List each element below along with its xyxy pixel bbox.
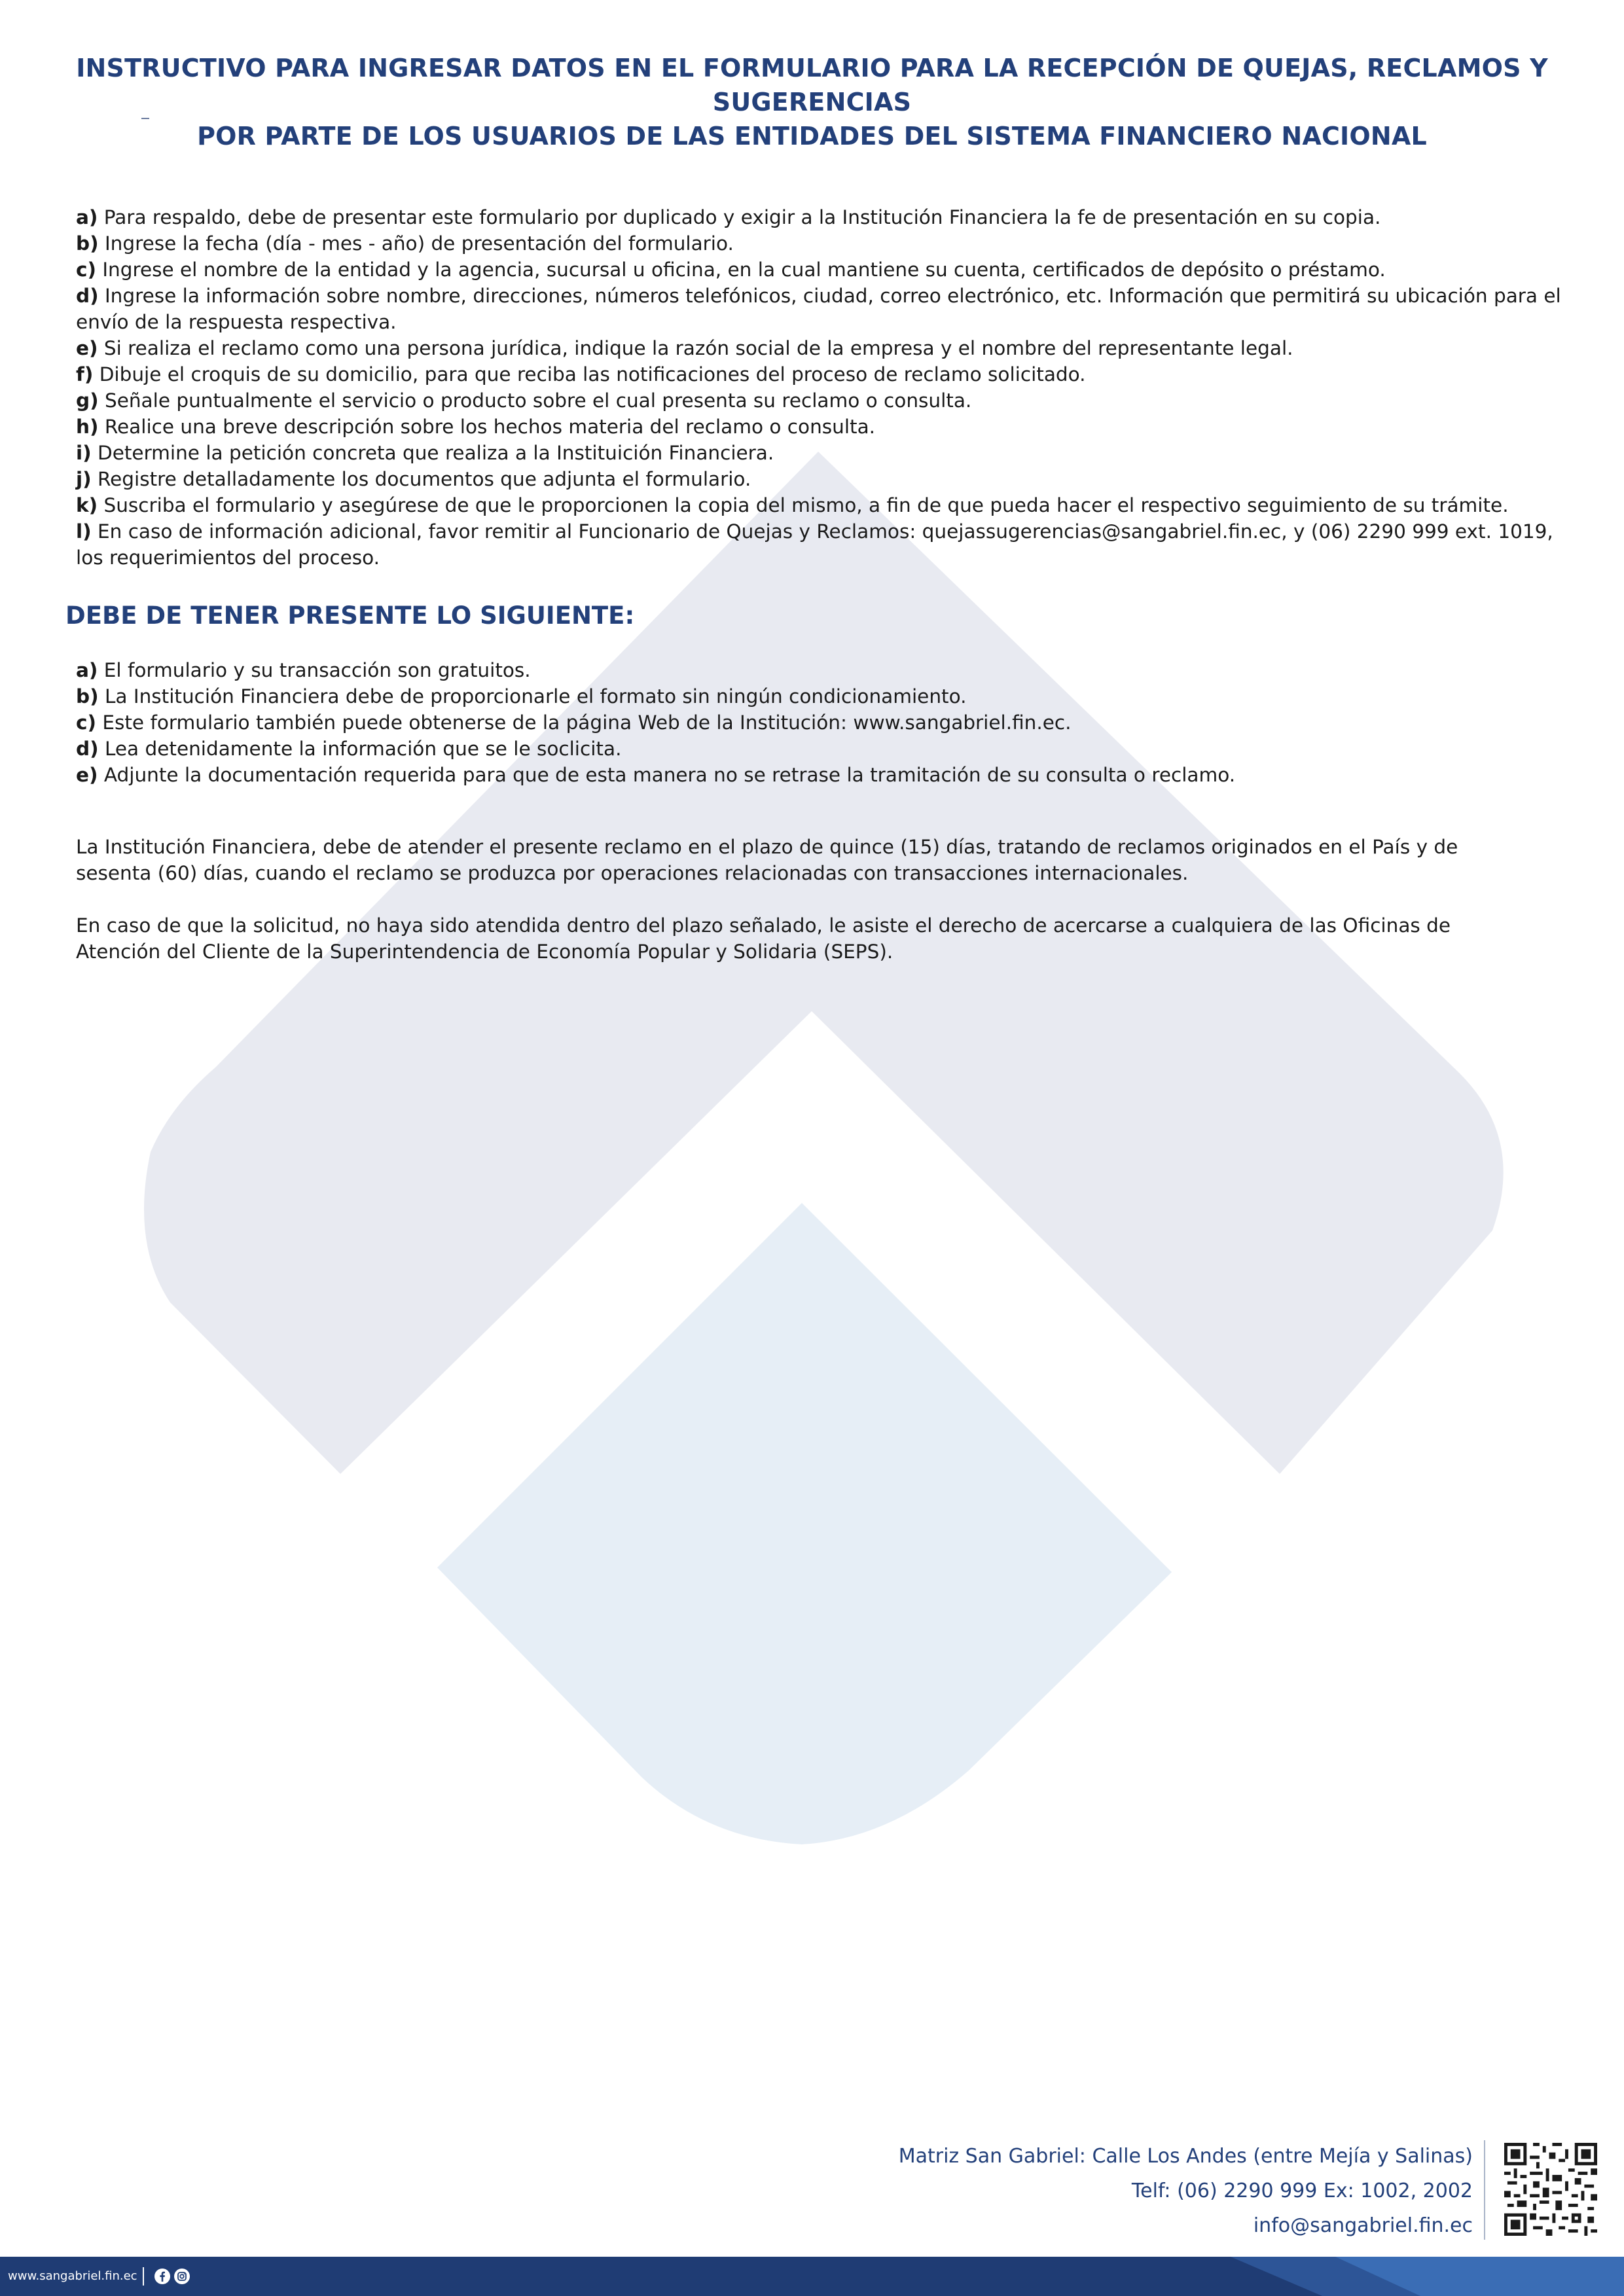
item-text: Señale puntualmente el servicio o producto sobre el cual presenta su reclamo o consulta. xyxy=(98,389,972,412)
footer-website-link[interactable]: www.sangabriel.fin.ec xyxy=(8,2269,137,2283)
notes-list xyxy=(76,657,1581,788)
contact-address: Matriz San Gabriel: Calle Los Andes (entre Mejía y Salinas) xyxy=(898,2145,1473,2168)
social-icons xyxy=(154,2268,190,2287)
instruction-item xyxy=(76,492,1581,518)
item-letter: b) xyxy=(76,685,99,708)
seps-paragraph: En caso de que la solicitud, no haya sido atendida dentro del plazo señalado, le asiste el derecho de acercarse a cualquiera de las Oficinas de Atención del Cliente de la Superintendencia de Economía Popular y Solidaria (SEPS). xyxy=(76,914,1451,963)
instagram-icon[interactable] xyxy=(173,2268,190,2285)
instruction-item xyxy=(76,414,1581,440)
item-text: Adjunte la documentación requerida para que de esta manera no se retrase la tramitación de su consulta o reclamo. xyxy=(98,764,1236,786)
note-item xyxy=(76,736,1581,762)
footer-bar xyxy=(0,2257,1624,2296)
instruction-item xyxy=(76,518,1581,571)
note-item xyxy=(76,762,1581,788)
item-text: Suscriba el formulario y asegúrese de que le proporcionen la copia del mismo, a fin de que pueda hacer el respectivo seguimiento de su trámite. xyxy=(98,494,1509,516)
item-letter: k) xyxy=(76,494,98,516)
instructions-list xyxy=(76,204,1581,571)
item-letter: d) xyxy=(76,738,99,760)
item-letter: h) xyxy=(76,416,99,438)
item-letter: a) xyxy=(76,206,98,228)
notes-heading: DEBE DE TENER PRESENTE LO SIGUIENTE: xyxy=(65,601,635,630)
item-letter: g) xyxy=(76,389,99,412)
instruction-item xyxy=(76,204,1581,230)
item-letter: e) xyxy=(76,337,98,359)
decorative-dash xyxy=(141,118,149,119)
title-line-1: INSTRUCTIVO PARA INGRESAR DATOS EN EL FORMULARIO PARA LA RECEPCIÓN DE QUEJAS, RECLAMOS Y SUGERENCIAS xyxy=(76,54,1548,117)
item-letter: d) xyxy=(76,285,99,307)
instruction-item xyxy=(76,440,1581,466)
item-text: Lea detenidamente la información que se le soclicita. xyxy=(98,738,622,760)
note-item xyxy=(76,657,1581,683)
item-text: Para respaldo, debe de presentar este formulario por duplicado y exigir a la Institución Financiera la fe de presentación en su copia. xyxy=(98,206,1381,228)
instruction-item xyxy=(76,387,1581,414)
item-letter: l) xyxy=(76,520,92,543)
item-text: Dibuje el croquis de su domicilio, para que reciba las notificaciones del proceso de reclamo solicitado. xyxy=(93,363,1086,386)
item-text: Ingrese la fecha (día - mes - año) de presentación del formulario. xyxy=(98,232,734,255)
item-text: Este formulario también puede obtenerse de la página Web de la Institución: www.sangabriel.fin.ec. xyxy=(96,711,1072,734)
instruction-item xyxy=(76,257,1581,283)
item-letter: c) xyxy=(76,259,96,281)
item-text: Determine la petición concreta que realiza a la Instituición Financiera. xyxy=(91,442,774,464)
note-item xyxy=(76,709,1581,736)
item-letter: a) xyxy=(76,659,98,681)
instruction-item xyxy=(76,230,1581,257)
title-line-2: POR PARTE DE LOS USUARIOS DE LAS ENTIDADES DEL SISTEMA FINANCIERO NACIONAL xyxy=(197,122,1427,151)
item-text: Ingrese el nombre de la entidad y la agencia, sucursal u oficina, en la cual mantiene su cuenta, certificados de depósito o préstamo. xyxy=(96,259,1386,281)
item-text: Realice una breve descripción sobre los hechos materia del reclamo o consulta. xyxy=(98,416,876,438)
item-letter: f) xyxy=(76,363,94,386)
item-text: La Institución Financiera debe de proporcionarle el formato sin ningún condicionamiento. xyxy=(98,685,967,708)
page-title xyxy=(39,51,1585,153)
item-text: Registre detalladamente los documentos que adjunta el formulario. xyxy=(91,468,751,490)
item-text: El formulario y su transacción son gratuitos. xyxy=(98,659,531,681)
contact-email[interactable]: info@sangabriel.fin.ec xyxy=(1253,2214,1473,2237)
note-item xyxy=(76,683,1581,709)
contact-divider xyxy=(1484,2140,1485,2240)
instruction-item xyxy=(76,335,1581,361)
watermark-diamond xyxy=(437,1203,1172,1844)
contact-block xyxy=(899,2139,1473,2243)
item-letter: c) xyxy=(76,711,96,734)
item-letter: e) xyxy=(76,764,98,786)
item-letter: j) xyxy=(76,468,92,490)
item-text: Ingrese la información sobre nombre, direcciones, números telefónicos, ciudad, correo electrónico, etc. Información que permitirá su ubicación para el envío de la respuesta respectiva. xyxy=(76,285,1561,333)
contact-phone: Telf: (06) 2290 999 Ex: 1002, 2002 xyxy=(1131,2179,1473,2202)
qr-code-icon xyxy=(1504,2143,1597,2236)
response-time-paragraph: La Institución Financiera, debe de atender el presente reclamo en el plazo de quince (15) días, tratando de reclamos originados en el País y de sesenta (60) días, cuando el reclamo se produzca por operaciones relacionadas con transacciones internacionales. xyxy=(76,835,1458,884)
footer-divider xyxy=(143,2267,144,2286)
item-letter: i) xyxy=(76,442,92,464)
item-letter: b) xyxy=(76,232,99,255)
item-text: Si realiza el reclamo como una persona jurídica, indique la razón social de la empresa y el nombre del representante legal. xyxy=(98,337,1293,359)
instruction-item xyxy=(76,466,1581,492)
item-text: En caso de información adicional, favor remitir al Funcionario de Quejas y Reclamos: quejassugerencias@sangabriel.fin.ec, y (06) 2290 999 ext. 1019, los requerimientos del proceso. xyxy=(76,520,1553,569)
facebook-icon[interactable] xyxy=(154,2268,171,2285)
instruction-item xyxy=(76,283,1581,335)
instruction-item xyxy=(76,361,1581,387)
